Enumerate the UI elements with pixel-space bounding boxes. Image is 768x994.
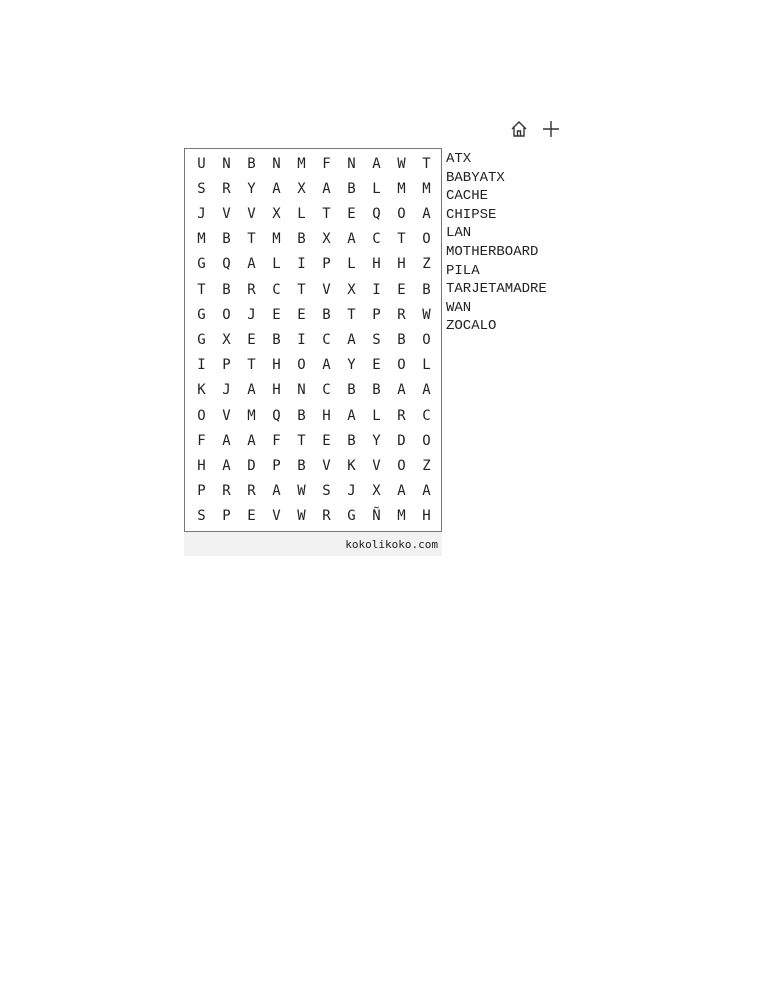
grid-letter: B	[422, 281, 431, 298]
grid-letter: Q	[372, 205, 381, 222]
grid-letter: B	[222, 231, 231, 248]
grid-letter: P	[222, 357, 231, 374]
grid-letter: A	[372, 155, 381, 172]
grid-letter: T	[397, 231, 406, 248]
grid-letter: D	[397, 432, 406, 449]
word-list-item: CHIPSE	[446, 206, 497, 223]
grid-letter: A	[422, 205, 431, 222]
grid-letter: P	[222, 508, 231, 525]
grid-letter: L	[347, 256, 356, 273]
grid-letter: E	[372, 357, 381, 374]
grid-letter: T	[297, 432, 306, 449]
grid-letter: E	[322, 432, 331, 449]
grid-letter: B	[347, 180, 356, 197]
word-list-item: ZOCALO	[446, 318, 497, 335]
grid-letter: N	[222, 155, 231, 172]
word-list-item: CACHE	[446, 188, 489, 205]
grid-letter: X	[222, 331, 231, 348]
grid-letter: T	[247, 357, 256, 374]
grid-letter: O	[222, 306, 231, 323]
grid-letter: L	[372, 180, 381, 197]
grid-letter: A	[397, 382, 406, 399]
grid-letter: I	[197, 357, 206, 374]
grid-letter: U	[197, 155, 206, 172]
plus-icon[interactable]	[540, 118, 562, 140]
grid-letter: T	[297, 281, 306, 298]
grid-letter: A	[347, 331, 356, 348]
grid-letter: E	[247, 331, 256, 348]
grid-letter: E	[247, 508, 256, 525]
grid-letter: V	[322, 281, 331, 298]
grid-letter: I	[372, 281, 381, 298]
grid-letter: M	[247, 407, 256, 424]
grid-letter: H	[322, 407, 331, 424]
grid-letter: A	[222, 457, 231, 474]
grid-letter: O	[422, 231, 431, 248]
grid-letter: B	[222, 281, 231, 298]
grid-letter: M	[397, 508, 406, 525]
grid-letter: M	[272, 231, 281, 248]
grid-letter: X	[272, 205, 281, 222]
grid-letter: A	[222, 432, 231, 449]
grid-letter: A	[247, 256, 256, 273]
grid-letter: O	[422, 432, 431, 449]
grid-letter: I	[297, 256, 306, 273]
grid-letter: D	[247, 457, 256, 474]
grid-letter: C	[322, 331, 331, 348]
grid-letter: S	[197, 180, 206, 197]
grid-letter: Y	[372, 432, 381, 449]
grid-letter: N	[347, 155, 356, 172]
grid-letter: G	[197, 256, 206, 273]
grid-letter: S	[372, 331, 381, 348]
grid-letter: T	[347, 306, 356, 323]
word-list-item: BABYATX	[446, 169, 505, 186]
grid-letter: A	[272, 180, 281, 197]
grid-letter: J	[197, 205, 206, 222]
grid-letter: A	[422, 382, 431, 399]
grid-letter: A	[422, 483, 431, 500]
grid-letter: O	[422, 331, 431, 348]
grid-letter: O	[197, 407, 206, 424]
grid-letter: E	[272, 306, 281, 323]
grid-letter: J	[347, 483, 356, 500]
word-list-item: TARJETAMADRE	[446, 281, 547, 298]
grid-letter: W	[397, 155, 406, 172]
grid-letter: P	[272, 457, 281, 474]
grid-letter: H	[272, 382, 281, 399]
grid-letter: G	[347, 508, 356, 525]
grid-letter: E	[397, 281, 406, 298]
grid-letter: V	[272, 508, 281, 525]
grid-letter: A	[272, 483, 281, 500]
grid-letter: A	[322, 180, 331, 197]
grid-letter: V	[222, 407, 231, 424]
grid-letter: E	[297, 306, 306, 323]
grid-letter: M	[397, 180, 406, 197]
word-list-item: MOTHERBOARD	[446, 243, 539, 260]
grid-letter: R	[397, 306, 406, 323]
grid-letter: V	[222, 205, 231, 222]
grid-letter: M	[297, 155, 306, 172]
grid-letter: S	[322, 483, 331, 500]
grid-letter: R	[322, 508, 331, 525]
grid-letter: G	[197, 331, 206, 348]
grid-letter: G	[197, 306, 206, 323]
grid-letter: L	[422, 357, 431, 374]
grid-letter: N	[272, 155, 281, 172]
word-list	[446, 150, 547, 336]
grid-letter: R	[247, 281, 256, 298]
word-list-item: LAN	[446, 225, 472, 242]
grid-letter: O	[397, 457, 406, 474]
word-list-item: ATX	[446, 151, 472, 167]
grid-letter: B	[397, 331, 406, 348]
grid-letter: W	[297, 508, 306, 525]
grid-letter: T	[197, 281, 206, 298]
grid-letter: O	[297, 357, 306, 374]
grid-letter: B	[272, 331, 281, 348]
grid-letter: V	[247, 205, 256, 222]
grid-letter: M	[422, 180, 431, 197]
grid-letter: F	[322, 155, 331, 172]
grid-letter: B	[372, 382, 381, 399]
grid-letter: N	[297, 382, 306, 399]
grid-letter: P	[197, 483, 206, 500]
grid-letter: C	[422, 407, 431, 424]
grid-letter: L	[372, 407, 381, 424]
grid-letter: H	[197, 457, 206, 474]
grid-letter: F	[197, 432, 206, 449]
grid-letter: L	[272, 256, 281, 273]
grid-letter: V	[372, 457, 381, 474]
grid-letter: B	[347, 432, 356, 449]
grid-letter: C	[372, 231, 381, 248]
grid-letter: R	[222, 180, 231, 197]
grid-letter: B	[247, 155, 256, 172]
grid-letter: A	[247, 382, 256, 399]
grid-letter: Z	[422, 256, 431, 273]
grid-letter: Q	[272, 407, 281, 424]
grid-letter: W	[297, 483, 306, 500]
grid-letter: H	[372, 256, 381, 273]
grid-letter: A	[347, 407, 356, 424]
grid-letter: Y	[247, 180, 256, 197]
grid-letter: X	[297, 180, 306, 197]
grid-letter: K	[197, 382, 206, 399]
site-credit-text: kokolikoko.com	[345, 537, 438, 551]
grid-letter: P	[322, 256, 331, 273]
grid-letter: R	[397, 407, 406, 424]
grid-letter: T	[322, 205, 331, 222]
grid-letter: B	[297, 457, 306, 474]
word-list-item: PILA	[446, 262, 480, 279]
site-credit	[184, 532, 442, 556]
grid-letter: K	[347, 457, 356, 474]
grid-letter: O	[397, 205, 406, 222]
grid-letter: R	[247, 483, 256, 500]
grid-letter: X	[372, 483, 381, 500]
grid-letter: B	[297, 407, 306, 424]
grid-letter: F	[272, 432, 281, 449]
grid-letter: P	[372, 306, 381, 323]
grid-letter: M	[197, 231, 206, 248]
grid-letter: J	[222, 382, 231, 399]
grid-letter: W	[422, 306, 431, 323]
grid-letter: Z	[422, 457, 431, 474]
grid-letter: A	[247, 432, 256, 449]
grid-letter: I	[297, 331, 306, 348]
grid-letter: Y	[347, 357, 356, 374]
grid-letter: E	[347, 205, 356, 222]
grid-letter: Ñ	[372, 508, 381, 525]
home-icon[interactable]	[508, 118, 530, 140]
grid-letter: T	[247, 231, 256, 248]
word-list-item: WAN	[446, 299, 472, 316]
grid-letter: L	[297, 205, 306, 222]
grid-letter: A	[322, 357, 331, 374]
grid-letter: O	[397, 357, 406, 374]
grid-letter: R	[222, 483, 231, 500]
grid-letter: X	[347, 281, 356, 298]
word-search-grid	[184, 148, 442, 532]
grid-letter: X	[322, 231, 331, 248]
toolbar	[508, 117, 564, 141]
grid-letter: J	[247, 306, 256, 323]
grid-letter: V	[322, 457, 331, 474]
grid-letter: H	[272, 357, 281, 374]
grid-letter: C	[272, 281, 281, 298]
grid-letter: B	[322, 306, 331, 323]
grid-letter: A	[347, 231, 356, 248]
grid-letter: B	[347, 382, 356, 399]
grid-letter: C	[322, 382, 331, 399]
grid-letter: B	[297, 231, 306, 248]
grid-letter: Q	[222, 256, 231, 273]
grid-letter: A	[397, 483, 406, 500]
grid-letter: T	[422, 155, 431, 172]
grid-letter: S	[197, 508, 206, 525]
grid-letter: H	[422, 508, 431, 525]
grid-letter: H	[397, 256, 406, 273]
